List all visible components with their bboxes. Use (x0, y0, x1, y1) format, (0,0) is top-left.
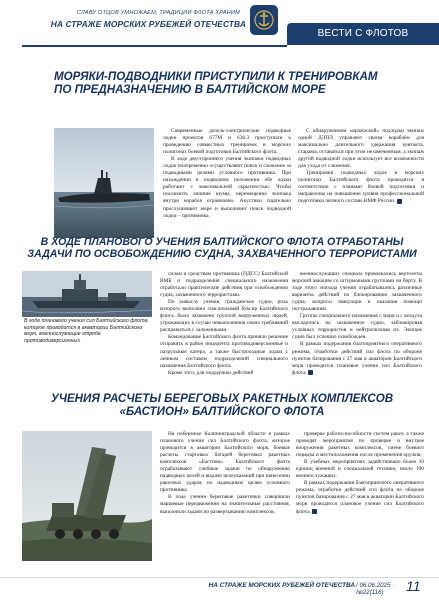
article2-paragraph: Группы специального назначения с моря и с воздуха высадились на захваченное судно, заблокировав условных террористов и нейтрализовав их. Экипаж судна был успешно освобожден. (292, 313, 422, 341)
footer-issue: / 06.06.2025 · №22(116) (356, 582, 395, 596)
article2-paragraph: Кроме того, для поддержки действий (168, 369, 254, 376)
article2-paragraph: Командование Балтийского флота приняло решение отправить в район инцидента противодиверсионные и патрульные катера, а также быстроходные лодки с личным составом подразделений специального назначения Балтийского флота. (160, 334, 288, 369)
article1-column-1 (163, 128, 291, 230)
article1-title: МОРЯКИ-ПОДВОДНИКИ ПРИСТУПИЛИ К ТРЕНИРОВКАМ ПО ПРЕДНАЗНАЧЕНИЮ В БАЛТИЙСКОМ МОРЕ (54, 70, 378, 96)
header-title: НА СТРАЖЕ МОРСКИХ РУБЕЖЕЙ ОТЕЧЕСТВА (50, 19, 246, 29)
footer-title: НА СТРАЖЕ МОРСКИХ РУБЕЖЕЙ ОТЕЧЕСТВА (208, 582, 355, 589)
article3-column-1 (160, 431, 290, 561)
article2-photo-caption: В ходе планового учения сил Балтийского флота, которое проводится в акватории Балтийского моря, военнослужащие отряда противодиверсионных (24, 318, 149, 344)
end-mark-icon (308, 370, 313, 375)
article2-column-2 (292, 271, 422, 383)
article3-paragraph: В ходе учения береговые ракетчики совершили маршевые передвижения на значительные расстояния, выполнили задачи по развертыванию комплексов, (160, 494, 290, 515)
article2-paragraph: силам и средствам противника (ПДСС) Балтийской ВМБ и подразделения специального назначения отработали практические действия при освобождении судна, захваченного террористами. (160, 271, 288, 299)
article1-column-2 (298, 128, 424, 230)
end-mark-icon (312, 509, 317, 514)
article2-paragraph: военнослужащих спецназа привлекались вертолеты морской авиации со штурмовыми группами на борту. В ходе этого эпизода учения отрабатывались различные варианты действий по блокированию захваченного судна, вопросы эвакуации и оказания помощи пострадавшим. (292, 271, 422, 313)
article1-paragraph: Тренировки подводных лодок в морских полигонах Балтийского флота проводятся в соответствии с планами боевой подготовки и направлены на повышение уровня профессиональной подготовки личного состава ВМФ России. (298, 170, 424, 205)
section-tab-label: ВЕСТИ С ФЛОТОВ (317, 28, 409, 39)
article2-paragraph: В рамках подержания благоприятного оперативного режима, отработки действий сил флота по обороне пунктов базирования с 27 мая в акватории Балтийского моря проводится плановое учение сил Балтийского флота. (292, 341, 422, 376)
article3-paragraph: На побережье Калининградской области в рамках планового учения сил Балтийского флота, которое проводится в акватории Балтийского моря, боевые расчеты стартовых батарей береговых ракетных комплексов «Бастион» Балтийского флота отрабатывают учебные задачи по обнаружению надводных целей и выдаче целеуказаний при нанесении ракетных ударов по надводным целям условного противника. (160, 431, 290, 494)
article3-paragraph: проверке работоспособности систем ракет, а также проводят мероприятия по проверке и внутрее вооружения ракетных комплексов, смене боевого порядка и местоположения после применения оружия. (296, 431, 424, 459)
article3-paragraph: В учебных мероприятиях задействовано более 10 единиц военной и специальной техники, около 100 военнослужащих. (296, 459, 424, 480)
footer-divider (0, 577, 439, 578)
article1-paragraph: В ходе двустороннего учения экипажи подводных лодок попеременно осуществляют поиск и слежение за подводными целями условного противника. При нахождении в подводном положении обе лодки работают с максимальной скрытностью. Чтобы исключить лишние шумы, перемещение экипажа внутри корабля ограничено. Акустики тщательно прослушивают море и выполняют поиск подводной лодки – противника. (163, 156, 291, 219)
header-slogan: СЛАВУ ОТЦОВ УМНОЖАЕМ, ТРАДИЦИИ ФЛОТА ХРАНИМ (76, 10, 240, 16)
article1-paragraph: С обнаружением «вражеской» подлодки экипаж одной ДЭПЛ управляет своим кораблём для максимально длительного удержания контакта, стараясь оставаться при этом незамеченным, а экипаж другой подводной лодки использует все возможности для ухода от слежения. (298, 128, 424, 170)
article2-column-1 (160, 271, 288, 383)
article2-title: В ХОДЕ ПЛАНОВОГО УЧЕНИЯ БАЛТИЙСКОГО ФЛОТА ОТРАБОТАНЫ ЗАДАЧИ ПО ОСВОБОЖДЕНИЮ СУДНА, ЗАХВАЧЕННОГО ТЕРРОРИСТАМИ (27, 236, 417, 260)
article3-title: УЧЕНИЯ РАСЧЕТЫ БЕРЕГОВЫХ РАКЕТНЫХ КОМПЛЕКСОВ «БАСТИОН» БАЛТИЙСКОГО ФЛОТА (50, 392, 394, 418)
page-number: 11 (406, 578, 421, 594)
navy-emblem-icon (250, 5, 278, 35)
header-divider (22, 45, 287, 47)
end-mark-icon (397, 199, 402, 204)
article3-column-2 (296, 431, 424, 561)
article3-paragraph: В рамках подержания благоприятного оперативного режима, отработки действий сил флота по обороне пунктов базирования с 27 мая в акватории Балтийского моря проводится плановое учение сил Балтийского флота. (296, 480, 424, 515)
section-tab (287, 23, 439, 45)
article1-paragraph: Современные дизель-электрические подводные лодки проектов 677М и 636.3 приступили к проведению совместных тренировок в морских полигонах боевой подготовки Балтийского флота. (163, 128, 291, 156)
submarine-photo (54, 128, 154, 238)
article2-paragraph: По замыслу учения, гражданское судно, роль которого выполнил спасательный буксир Балтийского флота, было захвачено группой вооруженных людей, угрожающих в случае невыполнения своих требований расправиться с заложниками. (160, 299, 288, 334)
bastion-launcher-photo (22, 431, 152, 561)
